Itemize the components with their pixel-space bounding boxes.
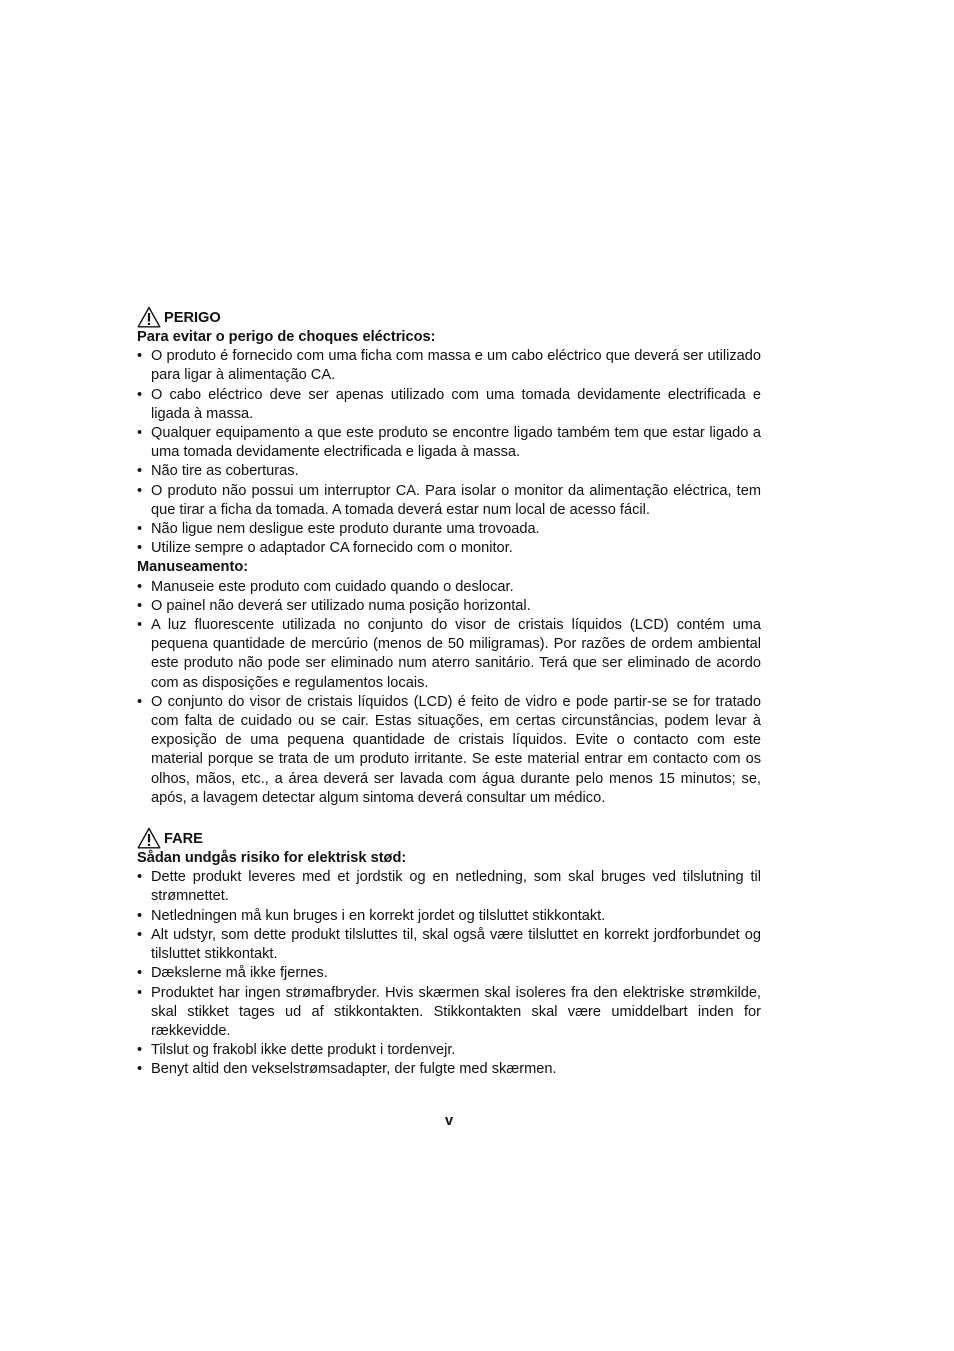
list-item: • O painel não deverá ser utilizado numa posição horizontal. bbox=[137, 597, 761, 616]
list-item: • Dækslerne må ikke fjernes. bbox=[137, 964, 761, 983]
section-heading bbox=[137, 827, 761, 849]
section-heading-text: FARE bbox=[164, 830, 203, 847]
list-item: • Não ligue nem desligue este produto durante uma trovoada. bbox=[137, 520, 761, 539]
warning-triangle-icon bbox=[137, 827, 161, 849]
list-item: • Alt udstyr, som dette produkt tilsluttes til, skal også være tilsluttet en korrekt jordforbundet og tilsluttet stikkontakt. bbox=[137, 926, 761, 964]
list-item: • Não tire as coberturas. bbox=[137, 462, 761, 481]
bullet-list bbox=[137, 868, 761, 1079]
bullet-list bbox=[137, 578, 761, 808]
list-item: • Produktet har ingen strømafbryder. Hvis skærmen skal isoleres fra den elektriske strømkilde, skal stikket tages ud af stikkontakten. Stikkontakten skal være umiddelbart inden for rækkevidde. bbox=[137, 984, 761, 1042]
list-item: • Utilize sempre o adaptador CA fornecido com o monitor. bbox=[137, 539, 761, 558]
list-item: • O cabo eléctrico deve ser apenas utilizado com uma tomada devidamente electrificada e ligada à massa. bbox=[137, 386, 761, 424]
warning-triangle-icon bbox=[137, 306, 161, 328]
subheading: Manuseamento: bbox=[137, 559, 249, 576]
list-item: • Manuseie este produto com cuidado quando o deslocar. bbox=[137, 578, 761, 597]
list-item: • Netledningen må kun bruges i en korrekt jordet og tilsluttet stikkontakt. bbox=[137, 907, 761, 926]
list-item: • Tilslut og frakobl ikke dette produkt i tordenvejr. bbox=[137, 1041, 761, 1060]
list-item: • Dette produkt leveres med et jordstik og en netledning, som skal bruges ved tilslutning til strømnettet. bbox=[137, 868, 761, 906]
section-heading bbox=[137, 306, 761, 328]
page-content bbox=[137, 306, 761, 1080]
bullet-list bbox=[137, 347, 761, 558]
list-item: • Benyt altid den vekselstrømsadapter, der fulgte med skærmen. bbox=[137, 1060, 761, 1079]
list-item: • O produto é fornecido com uma ficha com massa e um cabo eléctrico que deverá ser utilizado para ligar à alimentação CA. bbox=[137, 347, 761, 385]
section-heading-text: PERIGO bbox=[164, 309, 221, 326]
page-number: v bbox=[444, 1113, 454, 1129]
list-item: • O produto não possui um interruptor CA. Para isolar o monitor da alimentação eléctrica, tem que tirar a ficha da tomada. A tomada deverá estar num local de acesso fácil. bbox=[137, 482, 761, 520]
subheading: Sådan undgås risiko for elektrisk stød: bbox=[137, 850, 407, 867]
list-item: • Qualquer equipamento a que este produto se encontre ligado também tem que estar ligado a uma tomada devidamente electrificada e ligada à massa. bbox=[137, 424, 761, 462]
section-spacer bbox=[137, 808, 761, 827]
subheading: Para evitar o perigo de choques eléctricos: bbox=[137, 329, 436, 345]
list-item: • A luz fluorescente utilizada no conjunto do visor de cristais líquidos (LCD) contém uma pequena quantidade de mercúrio (menos de 50 miligramas). Por razões de ordem ambiental este produto não pode ser eliminado num aterro sanitário. Terá que ser eliminado de acordo com as disposições e regulamentos locais. bbox=[137, 616, 761, 693]
list-item: • O conjunto do visor de cristais líquidos (LCD) é feito de vidro e pode partir-se se for tratado com falta de cuidado ou se cair. Estas situações, em certas circunstâncias, podem levar à exposição de uma pequena quantidade de cristais líquidos. Evite o contacto com este material porque se trata de um produto irritante. Se este material entrar em contacto com os olhos, mãos, etc., a área deverá ser lavada com água durante pelo menos 15 minutos; se, após, a lavagem detectar algum sintoma deverá consultar um médico. bbox=[137, 693, 761, 808]
